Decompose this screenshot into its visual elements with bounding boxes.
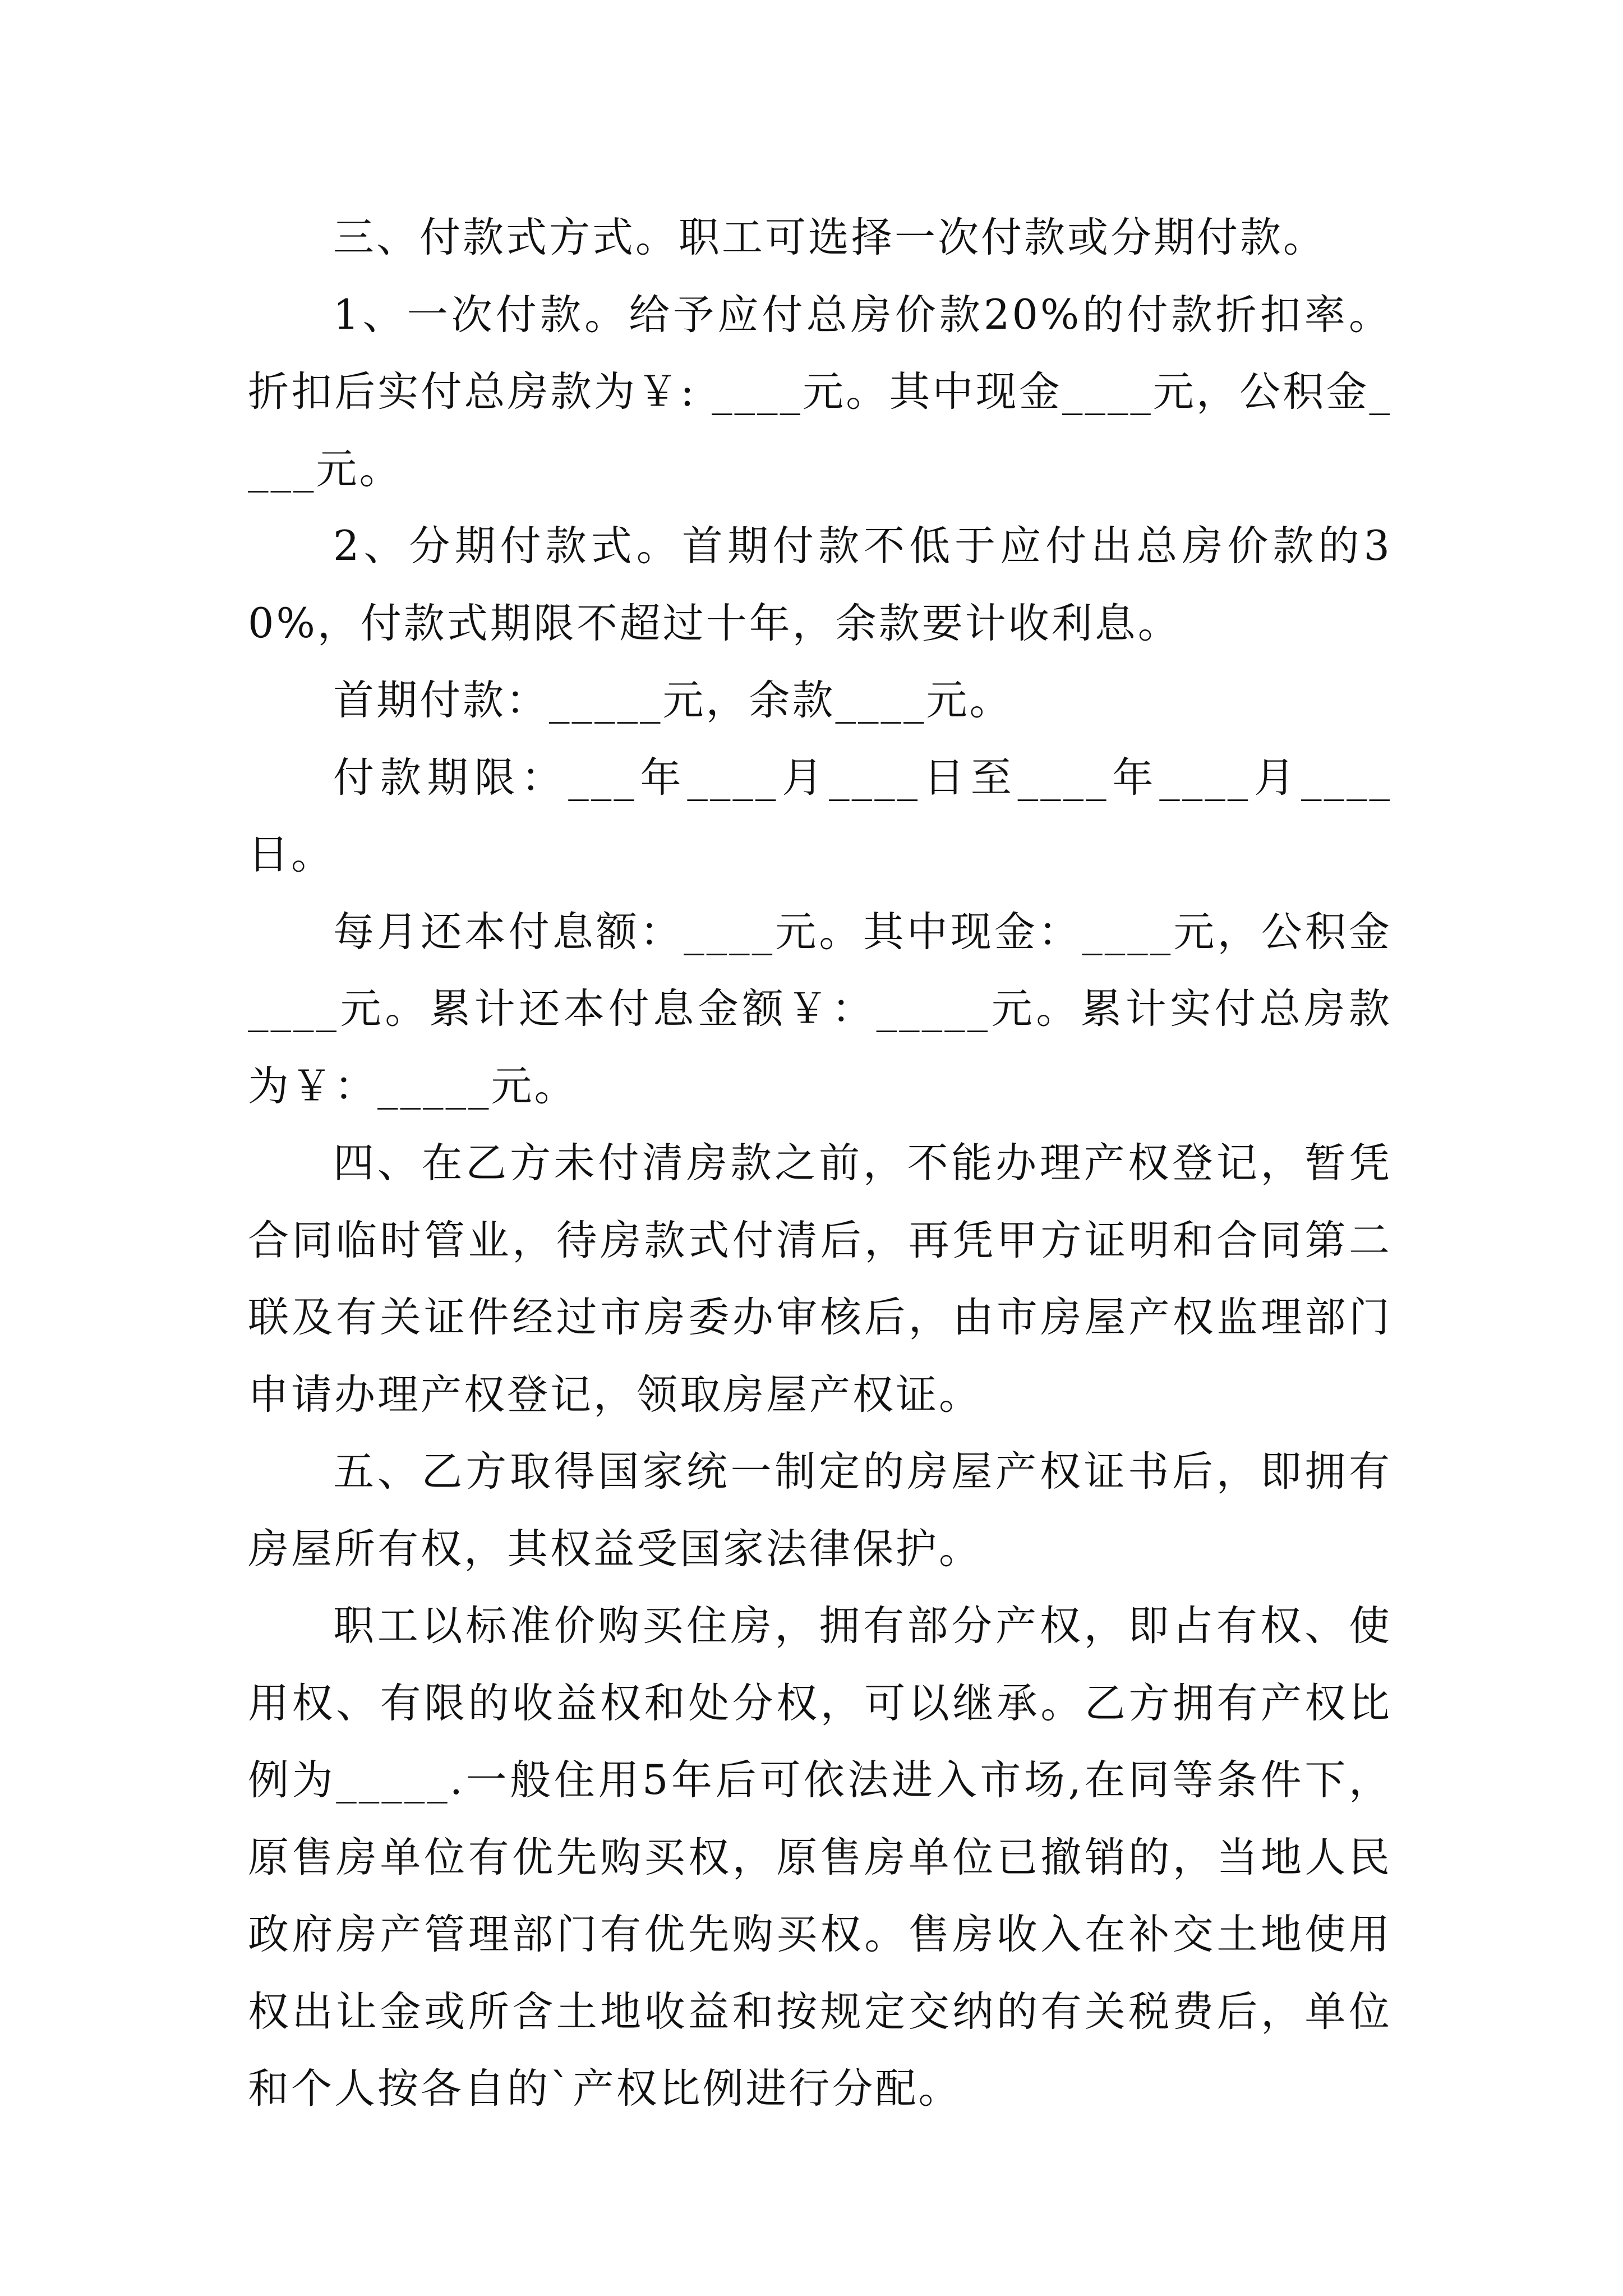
- paragraph-ownership-certificate: 五、乙方取得国家统一制定的房屋产权证书后，即拥有房屋所有权，其权益受国家法律保护。: [248, 1448, 1392, 1573]
- paragraph-lump-sum-payment: 1、一次付款。给予应付总房价款20%的付款折扣率。折扣后实付总房款为￥: ____元。其中现金____元，公积金____元。: [248, 291, 1392, 493]
- paragraph-partial-ownership: 职工以标准价购买住房，拥有部分产权，即占有权、使用权、有限的收益权和处分权，可以继承。乙方拥有产权比例为_____.一般住用5年后可依法进入市场,在同等条件下，原售房单位有优先购买权，原售房单位已撤销的，当地人民政府房产管理部门有优先购买权。售房收入在补交土地使用权出让金或所含土地收益和按规定交纳的有关税费后，单位和个人按各自的`产权比例进行分配。: [248, 1602, 1392, 2113]
- paragraph-payment-period: 付款期限：___年____月____日至____年____月____日。: [248, 753, 1392, 878]
- paragraph-monthly-repayment: 每月还本付息额：____元。其中现金：____元，公积金____元。累计还本付息金额￥：_____元。累计实付总房款为￥：_____元。: [248, 908, 1392, 1110]
- document-body: [248, 199, 1392, 2128]
- paragraph-down-payment: 首期付款：_____元，余款____元。: [333, 677, 1013, 724]
- paragraph-payment-method: 三、付款式方式。职工可选择一次付款或分期付款。: [333, 214, 1326, 261]
- paragraph-installment-payment: 2、分期付款式。首期付款不低于应付出总房价款的30%，付款式期限不超过十年，余款要计收利息。: [248, 522, 1392, 647]
- paragraph-property-registration: 四、在乙方未付清房款之前，不能办理产权登记，暂凭合同临时管业，待房款式付清后，再凭甲方证明和合同第二联及有关证件经过市房委办审核后，由市房屋产权监理部门申请办理产权登记，领取房屋产权证。: [248, 1139, 1392, 1419]
